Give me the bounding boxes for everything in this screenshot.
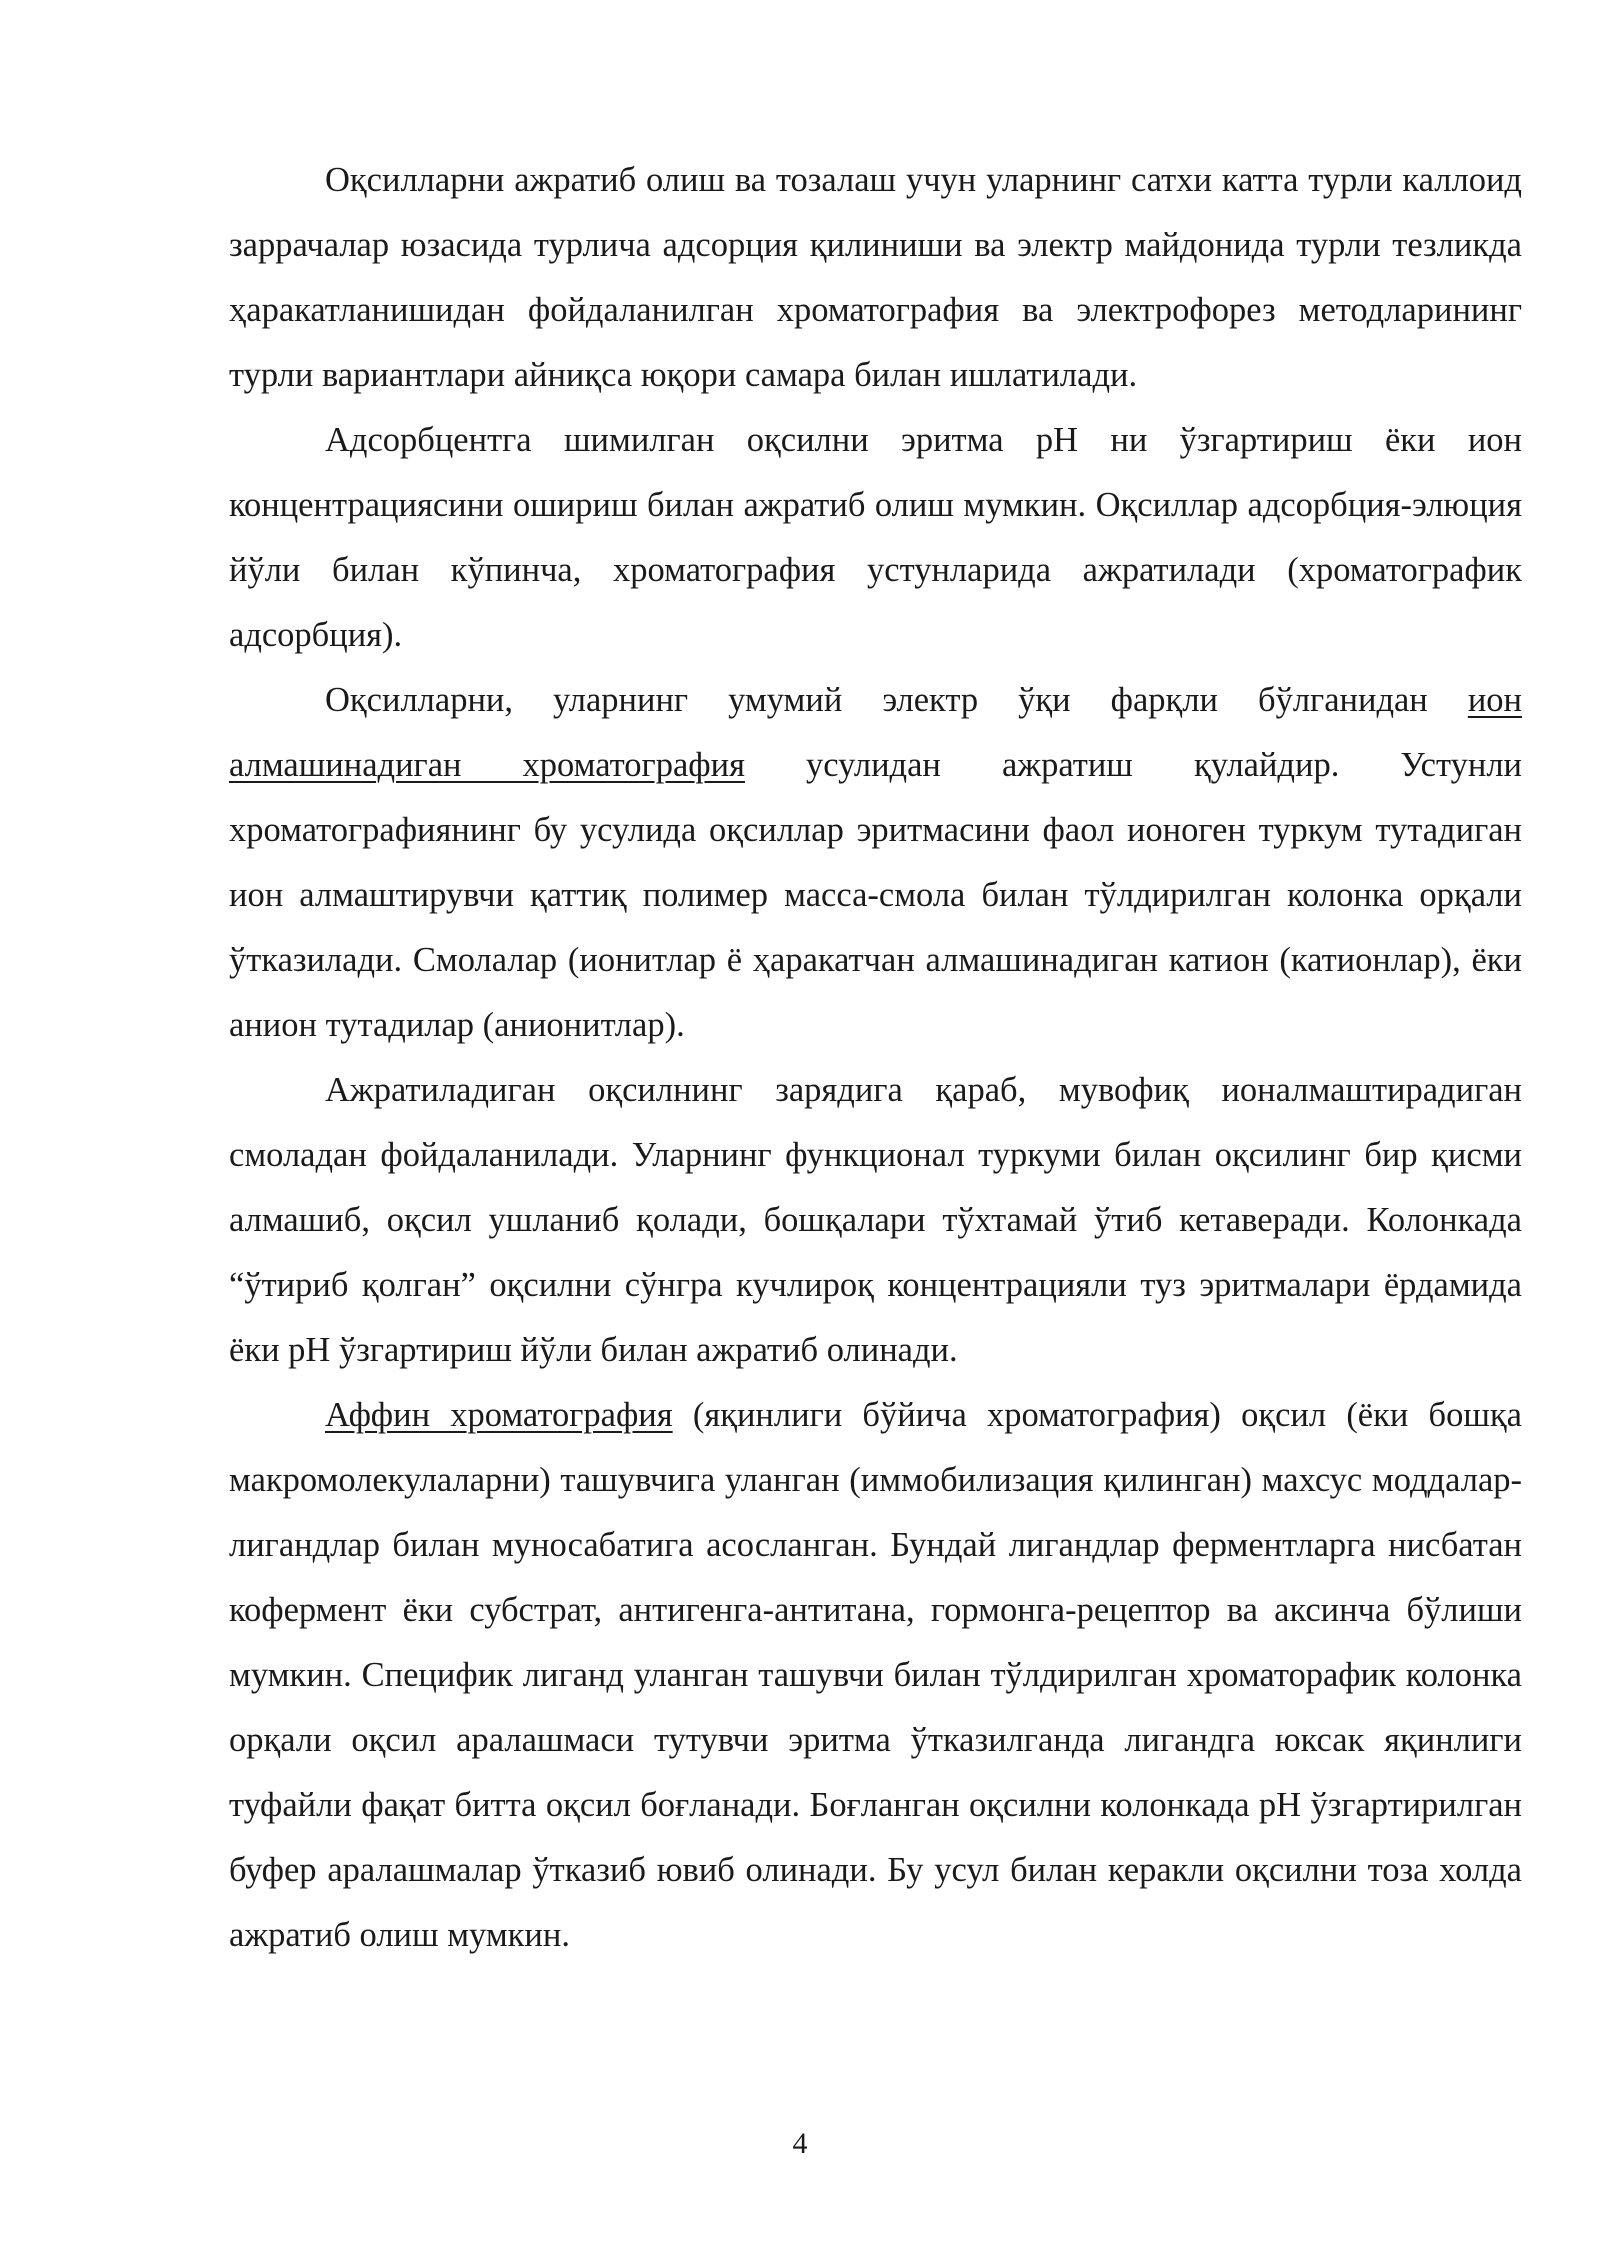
underlined-term-affinity-chromatography: Аффин хроматография	[325, 1396, 673, 1434]
page-number: 4	[792, 2127, 808, 2160]
paragraph-text: (яқинлиги бўйича хроматография) оқсил (ёки бошқа макромолекулаларни) ташувчига уланган (иммобилизация қилинган) махсус моддалар-лигандлар билан муносабатига асосланган. Бундай лигандлар ферментларга нисбатан кофермент ёки субстрат, антигенга-антитана, гормонга-рецептор ва аксинча бўлиши мумкин. Специфик лиганд уланган ташувчи билан тўлдирилган хроматорафик колонка орқали оқсил аралашмаси тутувчи эритма ўтказилганда лигандга юксак яқинлиги туфайли фақат битта оқсил боғланади. Боғланган оқсилни колонкада рН ўзгартирилган буфер аралашмалар ўтказиб ювиб олинади. Бу усул билан керакли оқсилни тоза холда ажратиб олиш мумкин.	[229, 1396, 1522, 1954]
paragraph-lead-text: Оқсилларни, уларнинг умумий электр ўқи фарқли бўлганидан	[325, 681, 1468, 719]
paragraph-5	[229, 1383, 1522, 1968]
paragraph-text: Ажратиладиган оқсилнинг зарядига қараб, мувофиқ ионалмаштирадиган смоладан фойдаланилади. Уларнинг функционал туркуми билан оқсилинг бир қисми алмашиб, оқсил ушланиб қолади, бошқалари тўхтамай ўтиб кетаверади. Колонкада “ўтириб қолган” оқсилни сўнгра кучлироқ концентрацияли туз эритмалари ёрдамида ёки рН ўзгартириш йўли билан ажратиб олинади.	[229, 1071, 1522, 1369]
paragraph-2	[229, 408, 1522, 668]
underlined-term-ion-exchange-chromatography: ион алмашинадиган хроматография	[229, 681, 1522, 784]
document-body	[229, 148, 1522, 1968]
paragraph-4	[229, 1058, 1522, 1383]
paragraph-text: Адсорбцентга шимилган оқсилни эритма рН ни ўзгартириш ёки ион концентрациясини ошириш билан ажратиб олиш мумкин. Оқсиллар адсорбция-элюция йўли билан кўпинча, хроматография устунларида ажратилади (хроматографик адсорбция).	[229, 421, 1522, 654]
paragraph-text: Оқсилларни ажратиб олиш ва тозалаш учун уларнинг сатхи катта турли каллоид заррачалар юзасида турлича адсорция қилиниши ва электр майдонида турли тезликда ҳаракатланишидан фойдаланилган хроматография ва электрофорез методларининг турли вариантлари айниқса юқори самара билан ишлатилади.	[229, 161, 1522, 394]
paragraph-3	[229, 668, 1522, 1058]
paragraph-1	[229, 148, 1522, 408]
paragraph-text: усулидан ажратиш қулайдир. Устунли хроматографиянинг бу усулида оқсиллар эритмасини фаол ионоген туркум тутадиган ион алмаштирувчи қаттиқ полимер масса-смола билан тўлдирилган колонка орқали ўтказилади. Смолалар (ионитлар ё ҳаракатчан алмашинадиган катион (катионлар), ёки анион тутадилар (анионитлар).	[229, 746, 1523, 1044]
